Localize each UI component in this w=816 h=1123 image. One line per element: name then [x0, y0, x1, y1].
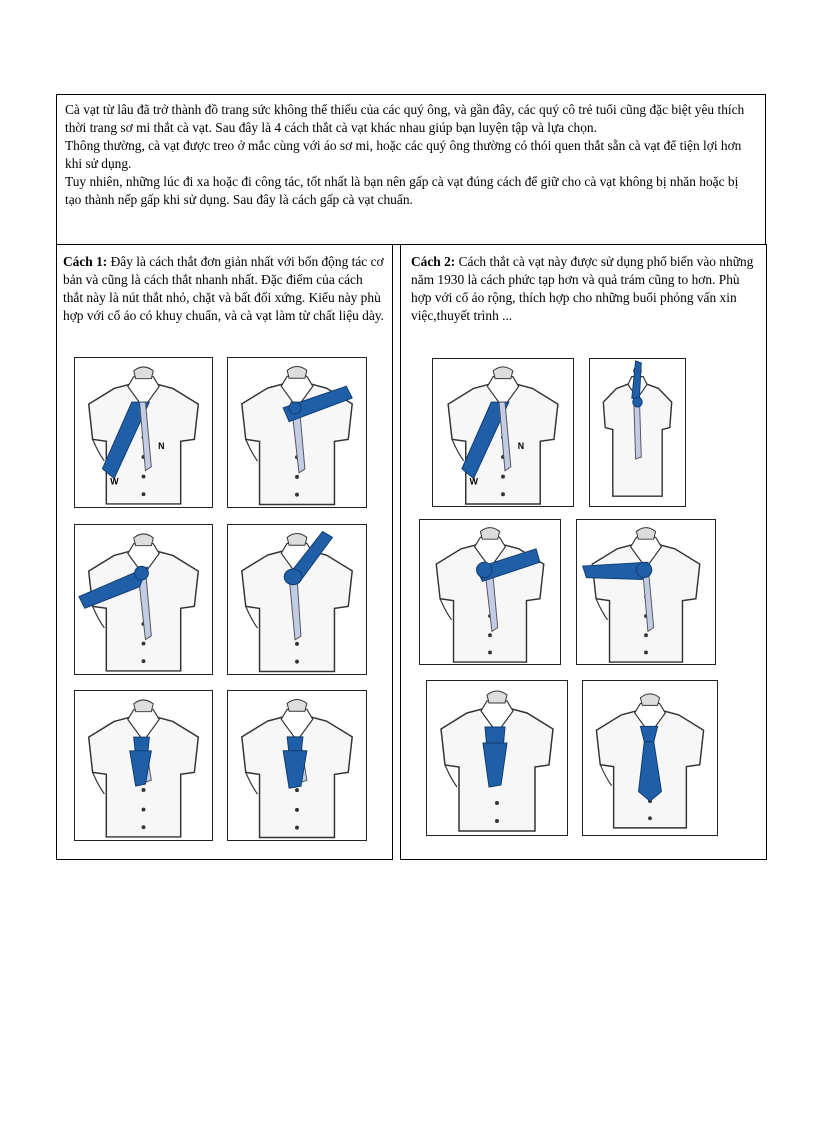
method-2-step-1-illustration	[432, 358, 574, 507]
method-1-description	[63, 253, 384, 325]
intro-paragraph-1: Cà vạt từ lâu đã trở thành đồ trang sức không thể thiếu của các quý ông, và gần đây, các quý cô trẻ tuổi cũng đặc biệt yêu thích thời trang sơ mi thắt cà vạt. Sau đây là 4 cách thắt cà vạt khác nhau giúp bạn luyện tập và lựa chọn.	[65, 102, 745, 135]
method-2-heading: Cách 2:	[411, 254, 456, 269]
method-2-step-5-illustration	[426, 680, 568, 836]
intro-paragraph-3: Tuy nhiên, những lúc đi xa hoặc đi công tác, tốt nhất là bạn nên gấp cà vạt đúng cách để giữ cho cà vạt không bị nhăn hoặc bị tạo thành nếp gấp khi sử dụng. Sau đây là cách gấp cà vạt chuẩn.	[65, 174, 739, 207]
method-1-step-2-illustration	[227, 357, 367, 508]
method-1-step-5-illustration	[74, 690, 213, 841]
method-2-step-3-illustration	[419, 519, 561, 665]
wide-end-label: W	[469, 476, 479, 487]
method-1-step-3-illustration	[74, 524, 213, 675]
method-2-description	[411, 253, 756, 325]
narrow-end-label: N	[158, 441, 165, 452]
method-1-step-6-illustration	[227, 690, 367, 841]
intro-paragraph-2: Thông thường, cà vạt được treo ở mắc cùng với áo sơ mi, hoặc các quý ông thường có thói quen thắt sẵn cà vạt để tiện lợi hơn khi sử dụng.	[65, 138, 742, 171]
method-2-text: Cách thắt cà vạt này được sử dụng phổ biến vào những năm 1930 là cách phức tạp hơn và quả trám cũng to hơn. Phù hợp với cổ áo rộng, thích hợp cho những buổi phỏng vấn xin việc,thuyết trình ...	[411, 254, 754, 323]
method-1-step-4-illustration	[227, 524, 367, 675]
method-2-step-2-illustration	[589, 358, 686, 507]
method-1-text: Đây là cách thắt đơn giản nhất với bốn động tác cơ bản và cũng là cách thắt nhanh nhất. Đặc điểm của cách thắt này là nút thắt nhỏ, chặt và bất đối xứng. Kiểu này phù hợp với cổ áo có khuy chuẩn, và cà vạt làm từ chất liệu dày.	[63, 254, 384, 323]
method-2-step-4-illustration	[576, 519, 716, 665]
method-1-heading: Cách 1:	[63, 254, 108, 269]
method-1-step-1-illustration	[74, 357, 213, 508]
method-2-step-6-illustration	[582, 680, 718, 836]
intro-box	[56, 94, 766, 245]
narrow-end-label: N	[517, 441, 525, 452]
wide-end-label: W	[110, 476, 119, 487]
